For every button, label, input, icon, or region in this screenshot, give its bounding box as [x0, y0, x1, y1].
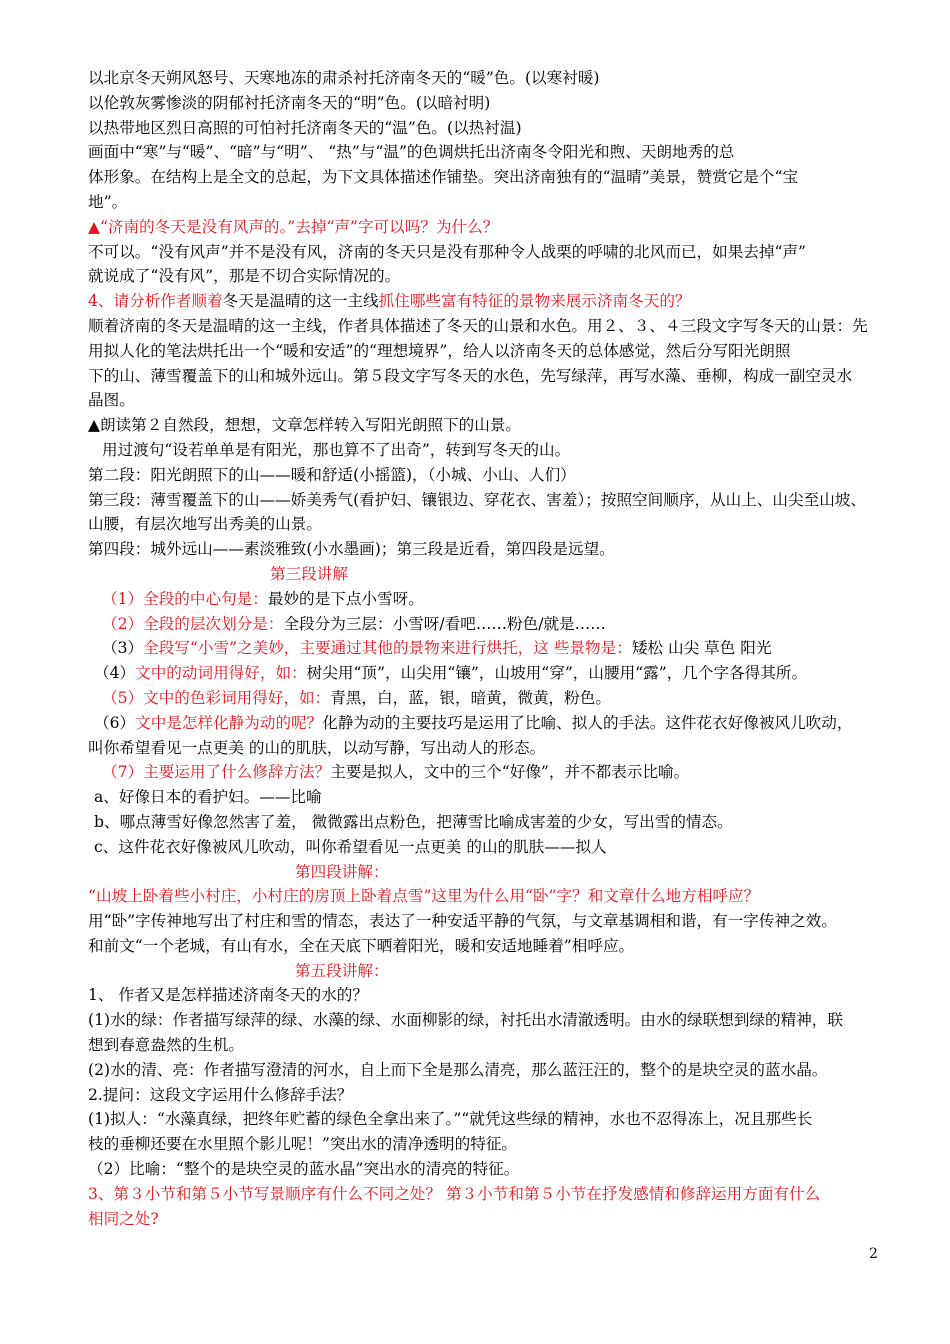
text-line	[88, 636, 886, 661]
text-line: 以伦敦灰雾惨淡的阴郁衬托济南冬天的“明”色。(以暗衬明)	[88, 93, 491, 112]
text-line: （2）比喻：“整个的是块空灵的蓝水晶”突出水的清亮的特征。	[88, 1160, 520, 1179]
text-line: 第二段：阳光朗照下的山——暖和舒适(小摇篮)，（小城、小山、人们）	[88, 465, 576, 484]
text-line: 用“卧”字传神地写出了村庄和雪的情态，表达了一种安适平静的气氛，与文章基调相和谐，有一字传神之效。	[88, 912, 837, 931]
text-line: 地”。	[88, 192, 128, 211]
text-line: 下的山、薄雪覆盖下的山和城外远山。第５段文字写冬天的水色，先写绿萍，再写水藻、垂柳，构成一副空灵水	[88, 366, 853, 385]
label-part: （7）主要运用了什么修辞方法？	[102, 763, 331, 782]
label-part: 文中是怎样化静为动的呢？	[135, 713, 323, 732]
question-line: 3、第３小节和第５小节写景顺序有什么不同之处？ 第３小节和第５小节在抒发感情和修辞运用方面有什么	[88, 1184, 821, 1203]
page-number: 2	[869, 1246, 878, 1262]
text-line: 第三段：薄雪覆盖下的山——娇美秀气(看护妇、镶银边、穿花衣、害羞）；按照空间顺序，从山上、山尖至山坡、	[88, 490, 866, 509]
section-heading: 第四段讲解：	[295, 862, 389, 881]
label-part: （2）全段的层次划分是：	[102, 614, 284, 633]
text-line: 用过渡句“设若单单是有阳光，那也算不了出奇”，转到写冬天的山。	[102, 440, 571, 459]
text-line	[88, 711, 886, 736]
answer-part: 全段分为三层：小雪呀/看吧……粉色/就是……	[283, 614, 606, 633]
text-line: 以热带地区烈日高照的可怕衬托济南冬天的“温”色。(以热衬温)	[88, 118, 522, 137]
question-line: 相同之处?	[88, 1209, 159, 1228]
text-line: 山腰，有层次地写出秀美的山景。	[88, 515, 322, 534]
question-part: 冬天是温晴的这一主线	[222, 292, 379, 311]
text-line: 晶图。	[88, 391, 135, 410]
answer-part: 青黑，白，蓝，银，暗黄，微黄，粉色。	[330, 688, 611, 707]
text-line: 枝的垂柳还要在水里照个影儿呢！”突出水的清净透明的特征。	[88, 1135, 518, 1154]
number-part: （4）	[94, 664, 136, 683]
text-line: c、这件花衣好像被风儿吹动，叫你希望看见一点更美 的山的肌肤——拟人	[94, 837, 607, 856]
text-line: b、哪点薄雪好像忽然害了羞， 微微露出点粉色，把薄雪比喻成害羞的少女，写出雪的情态。	[94, 812, 733, 831]
number-part: （3）	[102, 639, 144, 658]
text-line: a、好像日本的看护妇。——比喻	[94, 788, 322, 807]
answer-part: 矮松 山尖 草色 阳光	[631, 639, 772, 658]
text-line: 和前文“一个老城，有山有水，全在天底下晒着阳光，暖和安适地睡着”相呼应。	[88, 936, 635, 955]
text-line: (1)拟人：“水藻真绿，把终年贮蓄的绿色全拿出来了。”“就凭这些绿的精神，水也不忍得冻上，况且那些长	[88, 1110, 813, 1129]
text-line: 就说成了“没有风”，那是不切合实际情况的。	[88, 267, 401, 286]
label-part: 文中的动词用得好，如：	[135, 664, 307, 683]
text-line	[88, 587, 886, 612]
text-line: 画面中“寒”与“暖”、“暗”与“明”、 “热”与“温”的色调烘托出济南冬令阳光和煦、天朗地秀的总	[88, 143, 735, 162]
question-part: 4、请分析作者顺着	[88, 292, 223, 311]
number-part: （6）	[94, 713, 136, 732]
answer-part: 树尖用“顶”，山尖用“镶”，山坡用“穿”，山腰用“露”，几个字各得其所。	[306, 664, 808, 683]
answer-part: 最妙的是下点小雪呀。	[267, 589, 424, 608]
text-line: 1、 作者又是怎样描述济南冬天的水的？	[88, 986, 368, 1005]
text-line: (2)水的清、亮：作者描写澄清的河水，自上而下全是那么清亮，那么蓝汪汪的，整个的是块空灵的蓝水晶。	[88, 1060, 828, 1079]
section-heading: 第三段讲解	[270, 564, 348, 583]
question-part: 抓住哪些富有特征的景物来展示济南冬天的？	[378, 292, 691, 311]
answer-part: 化静为动的主要技巧是运用了比喻、拟人的手法。这件花衣好像被风儿吹动，	[322, 713, 853, 732]
answer-part: 主要是拟人，文中的三个“好像”，并不都表示比喻。	[330, 763, 690, 782]
text-line: 第四段：城外远山——素淡雅致(小水墨画)；第三段是近看，第四段是远望。	[88, 540, 615, 559]
text-line	[88, 760, 886, 785]
text-line	[88, 612, 886, 637]
text-line	[88, 686, 886, 711]
text-line: 不可以。“没有风声”并不是没有风，济南的冬天只是没有那种令人战栗的呼啸的北风而已，如果去掉“声”	[88, 242, 807, 261]
label-part: （1）全段的中心句是：	[102, 589, 268, 608]
section-heading: 第五段讲解：	[295, 961, 389, 980]
text-line: 用拟人化的笔法烘托出一个“暖和安适”的“理想境界”，给人以济南冬天的总体感觉，然后分写阳光朗照	[88, 341, 791, 360]
label-part: 全段写“小雪”之美妙，主要通过其他的景物来进行烘托，这 些景物是：	[143, 639, 632, 658]
label-part: （5）文中的色彩词用得好，如：	[102, 688, 331, 707]
text-line: 顺着济南的冬天是温晴的这一主线，作者具体描述了冬天的山景和水色。用２、３、４三段文字写冬天的山景：先	[88, 316, 868, 335]
text-line: 以北京冬天朔风怒号、天寒地冻的肃杀衬托济南冬天的“暖”色。(以寒衬暖)	[88, 69, 600, 87]
text-line: 叫你希望看见一点更美 的山的肌肤，以动写静，写出动人的形态。	[88, 738, 546, 757]
text-line	[88, 661, 886, 686]
document-page	[88, 66, 886, 1231]
text-line: ▲朗读第２自然段，想想，文章怎样转入写阳光朗照下的山景。	[88, 416, 522, 435]
text-line: 体形象。在结构上是全文的总起，为下文具体描述作铺垫。突出济南独有的“温晴”美景，赞赏它是个“宝	[88, 168, 799, 187]
text-line: 想到春意盎然的生机。	[88, 1036, 244, 1055]
text-line: (1)水的绿：作者描写绿萍的绿、水藻的绿、水面柳影的绿，衬托出水清澈透明。由水的绿联想到绿的精神，联	[88, 1011, 843, 1030]
question-line	[88, 289, 886, 314]
text-line: 2.提问：这段文字运用什么修辞手法？	[88, 1085, 353, 1104]
question-line: ▲“济南的冬天是没有风声的。”去掉“声”字可以吗？为什么？	[88, 217, 499, 236]
question-line: “山坡上卧着些小村庄，小村庄的房顶上卧着点雪”这里为什么用“卧”字？和文章什么地方相呼应？	[88, 887, 760, 906]
